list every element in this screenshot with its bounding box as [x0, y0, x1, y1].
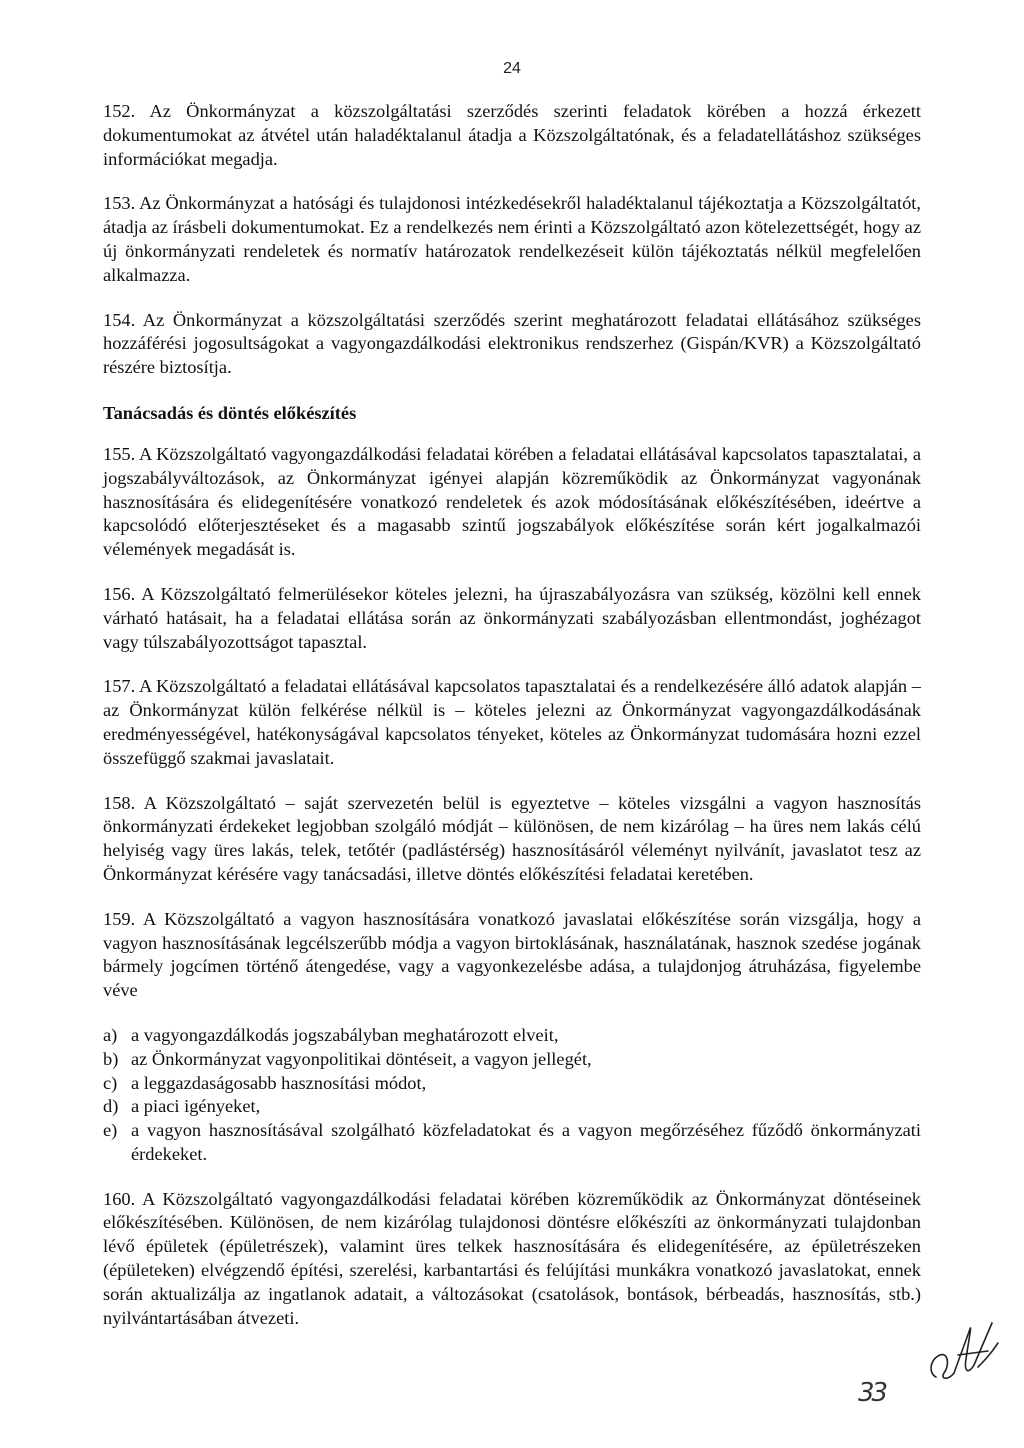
- list-marker: c): [103, 1072, 118, 1093]
- paragraph-text: A Közszolgáltató a vagyon hasznosítására vonatkozó javaslatai előkészítése során vizsgálja, hogy a vagyon hasznosításának legcélszerűbb módja a vagyon birtoklásának, használatának, hasznok szedése jogának bármely jogcímen történő átengedése, vagy a vagyonkezelésbe adása, a tulajdonjog átruházása, figyelembe véve: [103, 908, 921, 1001]
- list-item-text: a leggazdaságosabb hasznosítási módot,: [131, 1072, 427, 1093]
- page-number: 24: [503, 60, 521, 77]
- document-body: [103, 100, 921, 1351]
- paragraph-157: [103, 675, 921, 770]
- paragraph-number: 158.: [103, 792, 136, 813]
- list-marker: b): [103, 1048, 119, 1069]
- paragraph-154: [103, 309, 921, 380]
- paragraph-number: 157.: [103, 676, 136, 697]
- paragraph-text: A Közszolgáltató felmerülésekor köteles jelezni, ha újraszabályozásra van szükség, közölni kell ennek várható hatásait, ha a feladatai ellátása során az önkormányzati szabályozásban ellentmondást, joghézagot vagy túlszabályozottságot tapasztal.: [103, 583, 921, 652]
- paragraph-158: [103, 792, 921, 887]
- list-item: [103, 1048, 921, 1072]
- handwritten-page-number: 33: [858, 1378, 886, 1408]
- paragraph-text: Az Önkormányzat a közszolgáltatási szerződés szerint meghatározott feladatai ellátásához szükséges hozzáférési jogosultságokat a vagyongazdálkodási elektronikus rendszerhez (Gispán/KVR) a Közszolgáltató részére biztosítja.: [103, 309, 921, 378]
- paragraph-text: A Közszolgáltató vagyongazdálkodási feladatai körében a feladatai ellátásával kapcsolatos tapasztalatai, a jogszabályváltozások, az Önkormányzat igényei alapján közreműködik az Önkormányzat vagyonának hasznosítására és elidegenítésére vonatkozó rendeletek és azok módosításának előkészítésében, ideértve a kapcsolódó előterjesztéseket és a magasabb szintű jogszabályok előkészítése során kért jogalkalmazói vélemények megadását is.: [103, 443, 921, 560]
- paragraph-152: [103, 100, 921, 171]
- section-heading: Tanácsadás és döntés előkészítés: [103, 402, 357, 423]
- list-item: [103, 1024, 921, 1048]
- paragraph-153: [103, 192, 921, 287]
- paragraph-160: [103, 1188, 921, 1331]
- paragraph-159: [103, 908, 921, 1003]
- paragraph-text: Az Önkormányzat a közszolgáltatási szerződés szerinti feladatok körében a hozzá érkezett dokumentumokat az átvétel után haladéktalanul átadja a Közszolgáltatónak, és a feladatellátáshoz szükséges információkat megadja.: [103, 101, 921, 169]
- list-item-text: a vagyon hasznosításával szolgálható közfeladatokat és a vagyon megőrzéséhez fűződő önkormányzati érdekeket.: [131, 1120, 921, 1164]
- list-item-text: a piaci igényeket,: [131, 1096, 261, 1117]
- list-item: [103, 1072, 921, 1096]
- paragraph-number: 154.: [103, 309, 136, 330]
- paragraph-text: A Közszolgáltató a feladatai ellátásával kapcsolatos tapasztalatai és a rendelkezésére álló adatok alapján – az Önkormányzat külön felkérése nélkül is – köteles jelezni az Önkormányzat vagyongazdálkodásának eredményességével, hatékonyságával kapcsolatos tényeket, köteles az Önkormányzat tudomására hozni ezzel összefüggő szakmai javaslatait.: [103, 676, 921, 768]
- paragraph-text: Az Önkormányzat a hatósági és tulajdonosi intézkedésekről haladéktalanul tájékoztatja a Közszolgáltatót, átadja az írásbeli dokumentumokat. Ez a rendelkezés nem érinti a Közszolgáltató azon kötelezettségét, hogy az új önkormányzati rendeletek és normatív határozatok rendelkezéseit külön tájékoztatás nélkül megfelelően alkalmazza.: [103, 193, 921, 285]
- paragraph-number: 155.: [103, 443, 136, 464]
- paragraph-text: A Közszolgáltató – saját szervezetén belül is egyeztetve – köteles vizsgálni a vagyon hasznosítás önkormányzati érdekeket legjobban szolgáló módját – különösen, de nem kizárólag – ha üres nem lakás célú helyiség vagy üres lakás, telek, tetőtér (padlástérség) hasznosításáról véleményt nyilvánít, javaslatot tesz az Önkormányzat kérésére vagy tanácsadási, illetve döntés előkészítési feladatai keretében.: [103, 792, 921, 884]
- handwritten-signature: [918, 1315, 1014, 1395]
- paragraph-156: [103, 583, 921, 654]
- list-item: [103, 1119, 921, 1167]
- paragraph-text: A Közszolgáltató vagyongazdálkodási feladatai körében közreműködik az Önkormányzat döntéseinek előkészítésében. Különösen, de nem kizárólag tulajdonosi döntésre előkészíti az önkormányzati tulajdonban lévő épületek (épületrészek), valamint üres telkek hasznosítására és elidegenítésére, az épületrészeken (épületeken) elvégzendő építési, szerelési, karbantartási és felújítási munkákra vonatkozó javaslatokat, ennek során aktualizálja az ingatlanok adatait, a változásokat (csatolások, bontások, bérbeadás, hasznosítás, stb.) nyilvántartásában átvezeti.: [103, 1188, 921, 1328]
- paragraph-number: 160.: [103, 1188, 136, 1209]
- paragraph-number: 152.: [103, 101, 136, 121]
- list-item: [103, 1095, 921, 1119]
- list-item-text: az Önkormányzat vagyonpolitikai döntéseit, a vagyon jellegét,: [131, 1048, 592, 1069]
- paragraph-number: 156.: [103, 583, 136, 604]
- list-marker: d): [103, 1096, 119, 1117]
- criteria-list: [103, 1024, 921, 1167]
- paragraph-number: 159.: [103, 908, 136, 929]
- paragraph-number: 153.: [103, 193, 136, 214]
- list-marker: a): [103, 1024, 118, 1045]
- paragraph-155: [103, 443, 921, 562]
- list-item-text: a vagyongazdálkodás jogszabályban meghatározott elveit,: [131, 1024, 559, 1045]
- list-marker: e): [103, 1120, 118, 1141]
